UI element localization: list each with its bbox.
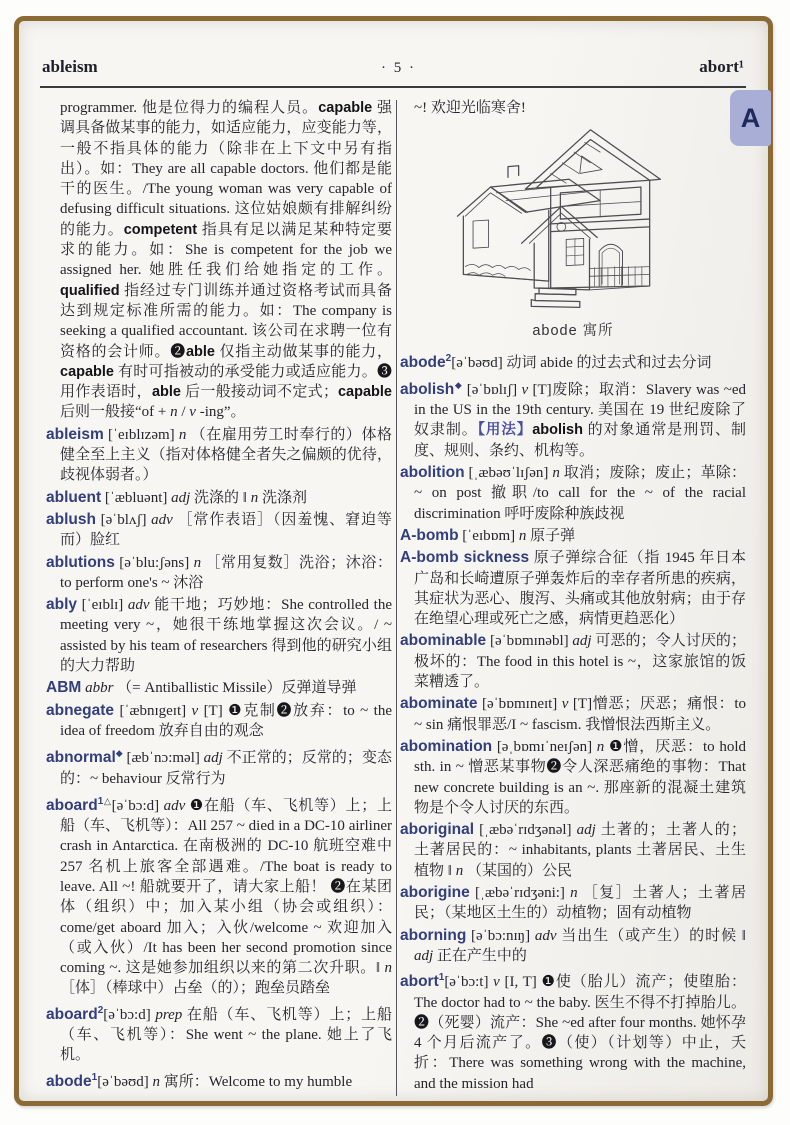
entry-text-num: ❶ xyxy=(541,974,556,991)
entry-abolish xyxy=(400,375,746,461)
entry-text-pos: n xyxy=(552,465,560,482)
entry-text-num: ❷ xyxy=(330,878,346,895)
entry-abomination xyxy=(400,737,746,818)
entry-text-num: ❷ xyxy=(276,702,294,719)
entry-text-txt: （死婴）流产：She ~ed after four months. 她怀孕 4 个月后流产了。 xyxy=(414,1014,746,1052)
entry-text-ph: [əˈbɒlɪʃ] xyxy=(462,381,522,398)
entry-text-txt: 强调具备做某事的能力，如适应能力，应变能力等，一般不指具体的能力（除非在上下文中另有指出）。如：They are all capable doctors. 他们都是能干的医生。/The young woman was very capable of defusing difficult situations. 这位姑娘颇有排解纠纷的能力。 xyxy=(60,100,392,238)
entry-text-txt: [T] xyxy=(198,702,229,719)
entry-text-txt: 在船（车、飞机等）上；上船（车、飞机等）：All 257 ~ died in a DC-10 airliner crash in Antarctica. 在南极洲的 DC-10 航班空难中 257 名机上旅客全部遇难。/The boat is ready to leave. All ~! 船就要开了，请大家上船！ xyxy=(60,797,392,895)
entry-text-txt: 后则一般接“of + xyxy=(60,404,171,421)
entry-text-ph: [ˌæbəˈrɪdʒənəl] xyxy=(474,822,577,839)
headword: ablush xyxy=(46,510,96,528)
entry-text-txt: 放弃：to ~ the idea of freedom 放弃自由的观念 xyxy=(60,702,392,739)
entry-aboriginal xyxy=(400,820,746,881)
running-head xyxy=(42,57,744,77)
entry-abnormal xyxy=(46,743,392,789)
entry-abominate xyxy=(400,694,746,735)
entry-text-dia: ◆ xyxy=(454,379,463,390)
entry-text-txt: 能干地；巧妙地：She controlled the meeting very ~，她很干练地掌握这次会议。/ ~ assisted by his team of researchers 得到他的研究小组的大力帮助 xyxy=(60,597,392,675)
entry-text-txt: [T]废除；取消：Slavery was ~ed in the US in the 19th century. 美国在 19 世纪废除了奴隶制。 xyxy=(414,381,746,439)
entry-text-ph: [əˈbɔ:d] xyxy=(103,1006,156,1023)
headword: ABM xyxy=(46,679,82,697)
entry-text-txt: 原子弹综合征（指 1945 年日本广岛和长崎遭原子弹轰炸后的幸存者所患的疾病，其症状为恶心、腹泻、头痛或其他放射病；由于存在绝望心理或死亡之感，病情更趋恶化） xyxy=(414,550,746,628)
entry-text-pos: n xyxy=(170,404,178,421)
text-columns xyxy=(46,98,746,1096)
entry-text-txt: 洗涤剂 xyxy=(258,489,308,506)
headword: abluent xyxy=(46,488,102,506)
entry-text-txt: （某国的）公民 xyxy=(463,862,572,879)
headword: abomination xyxy=(400,737,493,755)
entry-text-txt: 洗涤的 ‖ xyxy=(190,489,251,506)
entry-text-ph: [əˈbəʊd] xyxy=(97,1073,153,1090)
entry-abluent xyxy=(46,488,392,508)
headword: ably xyxy=(46,596,78,614)
entry-text-sup: 1 xyxy=(438,972,445,984)
entry-text-ph: [əˈbəʊd] xyxy=(451,354,507,371)
headword: ableism xyxy=(46,425,104,443)
headword: A-bomb sickness xyxy=(400,549,530,567)
entry-text-pos: v xyxy=(521,381,529,398)
entry-text-pos: adj xyxy=(171,489,191,506)
entry-aboard2 xyxy=(46,1001,392,1066)
headword: ablutions xyxy=(46,553,115,571)
entry-text-ph: [ˈæbluənt] xyxy=(101,489,172,506)
entry-text-txt: 可恶的；令人讨厌的；极坏的：The food in this hotel is ~，这家旅馆的饭菜糟透了。 xyxy=(414,633,746,691)
entry-text-pos: v xyxy=(189,404,196,421)
entry-text-txt: ［常作表语］（因羞愧、窘迫等而）脸红 xyxy=(60,511,392,549)
entry-text-txt: ~! 欢迎光临寒舍! xyxy=(414,100,526,116)
entry-abolition xyxy=(400,463,746,524)
entry-text-txt: 使（胎儿）流产；使堕胎：The doctor had to ~ the baby. 医生不得不打掉胎儿。 xyxy=(414,974,746,1011)
entry-text-sup: 1 xyxy=(91,1071,98,1083)
entry-abominable xyxy=(400,631,746,692)
entry-text-txt: programmer. 他是位得力的编程人员。 xyxy=(60,100,319,116)
entry-text-ph: [əˈbɔ:nɪŋ] xyxy=(466,927,535,944)
entry-text-txt: -ing”。 xyxy=(195,404,246,421)
page-number: · 5 · xyxy=(380,60,416,76)
entry-text-txt: 原子弹 xyxy=(526,527,576,544)
entry-a-bomb xyxy=(400,526,746,546)
entry-text-ph: [əˈbɒmɪnəbl] xyxy=(486,633,573,650)
entry-text-num: ❸ xyxy=(541,1035,558,1052)
entry-text-txt: 用作表语时， xyxy=(60,384,152,401)
entry-text-tri: △ xyxy=(103,795,112,806)
entry-text-pos: adj xyxy=(203,750,223,767)
headword: aborigine xyxy=(400,884,470,902)
entry-text-pos: adv xyxy=(163,797,186,814)
entry-aborigine xyxy=(400,883,746,924)
entry-text-pos: abbr xyxy=(85,680,114,697)
entry-text-pos: n xyxy=(596,738,605,755)
headword: abode xyxy=(46,1072,92,1090)
entry-text-txt: 克制 xyxy=(243,702,277,719)
entry-aboard1 xyxy=(46,791,392,999)
left-column-entries xyxy=(46,98,392,1092)
entry-text-txt: 指具有足以满足某种特定要求的能力。如：She is competent for the job we assigned her. 她胜任我们给她指定的工作。 xyxy=(60,221,392,279)
entry-text-ph: [əˈblʌʃ] xyxy=(95,511,152,528)
entry-text-num: ❷ xyxy=(170,343,186,360)
entry-text-pos: v xyxy=(493,974,500,991)
entry-text-txt: ［常用复数］洗浴；沐浴：to perform one's ~ 沐浴 xyxy=(60,554,392,591)
entry-abode1 xyxy=(46,1068,392,1092)
entry-abnegate xyxy=(46,701,392,742)
entry-text-b: abolish xyxy=(532,422,583,439)
entry-text-txt: 令人深恶痛绝的事物：That new concrete building is an ~. 那座新的混凝土建筑物是个令人讨厌的东西。 xyxy=(414,759,746,816)
entry-text-pos: n xyxy=(178,426,187,443)
entry-text-ph: [ˈæbnɪgeɪt] xyxy=(114,702,192,719)
entry-text-txt: 憎，厌恶：to hold sth. in ~ 憎恶某事物 xyxy=(414,738,747,776)
entry-text-txt: 寓所：Welcome to my humble xyxy=(160,1073,353,1090)
entry-text-pos: n xyxy=(250,489,259,506)
entry-text-b: capable xyxy=(318,100,373,116)
entry-text-pos: adj xyxy=(572,633,592,650)
entry-text-num: ❶ xyxy=(608,738,624,755)
entry-ablutions xyxy=(46,553,392,594)
entry-text-pos: n xyxy=(570,885,578,902)
headword: abolish xyxy=(400,380,455,398)
entry-text-ph: [ˌæbəʊˈlɪʃən] xyxy=(464,465,553,482)
entry-text-dia: ◆ xyxy=(115,748,123,759)
entry-text-b: qualified xyxy=(60,282,120,299)
entry-text-txt: [I, T] xyxy=(499,974,542,991)
entry-text-txt: 在某团体（组织）中；加入某小组（协会或组织）：come/get aboard 加入；入伙/welcome ~ 欢迎加入（或入伙）/It has been her second promotion since coming ~. 这是她参加组织以来的第二次升职。‖ xyxy=(60,878,392,977)
entry-text-txt: 土著的；土著人的；土著居民的：~ inhabitants, plants 土著居民、土生植物 ‖ xyxy=(414,822,746,879)
headword: abnormal xyxy=(46,749,116,767)
entry-text-txt: ［复］土著人；土著居民；（某地区土生的）动植物；固有动植物 xyxy=(414,885,746,922)
entry-ableism xyxy=(46,425,392,486)
entry-text-txt: 动词 abide 的过去式和过去分词 xyxy=(506,354,712,371)
house-illustration xyxy=(442,123,704,319)
entry-text-txt: 当出生（或产生）的时候 ‖ xyxy=(556,927,746,944)
entry-ablush xyxy=(46,510,392,551)
entry-text-pos: adj xyxy=(576,822,596,839)
right-column-entries xyxy=(400,349,746,1094)
right-column-top-entries xyxy=(400,98,746,118)
entry-a-bomb-sickness xyxy=(400,548,746,629)
entry-text-b: capable xyxy=(60,363,114,380)
entry-text-b: able xyxy=(151,384,181,401)
entry-text-txt: （= Antiballistic Missile）反弹道导弹 xyxy=(113,680,357,697)
entry-text-pos: n xyxy=(152,1073,161,1090)
headword: aboard xyxy=(46,1005,98,1023)
entry-text-pos: adv xyxy=(534,927,557,944)
entry-text-ph: [ˌæbəˈrɪdʒəni:] xyxy=(469,885,571,902)
tab-letter: A xyxy=(740,102,761,133)
figure-caption: abode 寓所 xyxy=(532,323,614,340)
entry-text-ph: [əˈbɔ:d] xyxy=(111,797,164,814)
entry-text-num: ❸ xyxy=(376,363,392,380)
left-column xyxy=(46,98,392,1096)
right-column xyxy=(400,98,746,1096)
column-divider xyxy=(396,100,397,1096)
entry-text-b: capable xyxy=(337,384,392,401)
header-rule xyxy=(40,86,746,88)
entry-text-txt: / xyxy=(177,404,190,421)
entry-text-pos: n xyxy=(384,960,392,977)
headword: abominate xyxy=(400,695,478,713)
entry-text-num: ❶ xyxy=(189,797,204,814)
entry-text-txt: ［体］（棒球中）占垒（的）；跑垒员踏垒 xyxy=(60,980,331,997)
entry-abort1 xyxy=(400,968,746,1094)
headword: abnegate xyxy=(46,701,115,719)
entry-text-num: ❶ xyxy=(228,702,244,719)
entry-text-ph: [əˈblu:ʃəns] xyxy=(114,554,194,571)
entry-text-b: competent xyxy=(123,221,198,238)
entry-text-ph: [əˌbɒmɪˈneɪʃən] xyxy=(492,738,597,755)
headword: aborning xyxy=(400,926,467,944)
headword: abort xyxy=(400,973,439,991)
headword: aboriginal xyxy=(400,821,475,839)
entry-text-ph: [əˈbɔ:t] xyxy=(444,974,494,991)
entry-text-usage: 【用法】 xyxy=(477,422,533,439)
guide-word-left: ableism xyxy=(42,57,98,76)
entry-text-pos: v xyxy=(561,696,569,713)
entry-text-txt: 指经过专门训练并通过资格考试而具备达到规定标准所需的能力。如：The company is seeking a qualified accountant. 该公司在求聘一位有资格的会计师。 xyxy=(60,282,392,360)
entry-text-b: able xyxy=(185,343,215,360)
guide-word-right: abort¹ xyxy=(699,57,744,76)
headword: aboard xyxy=(46,796,98,814)
entry-abode1-continuation xyxy=(400,98,746,118)
entry-text-num: ❷ xyxy=(414,1014,430,1031)
headword: abominable xyxy=(400,632,487,650)
entry-text-sup: 2 xyxy=(97,1004,104,1016)
entry-text-pos: v xyxy=(191,702,199,719)
entry-text-txt: 的对象通常是刑罚、制度、规则、条约、机构等。 xyxy=(414,422,746,459)
entry-text-txt: 有时可指被动的承受能力或适应能力。 xyxy=(114,363,377,380)
abode-figure xyxy=(400,123,746,341)
entry-text-txt: 后一般接动词不定式； xyxy=(180,384,338,401)
entry-text-ph: [ˈeɪbɒm] xyxy=(458,527,519,544)
entry-text-txt: 不正常的；反常的；变态的：~ behaviour 反常行为 xyxy=(60,750,392,787)
entry-aborning xyxy=(400,926,746,967)
entry-text-ph: [ˈeɪblɪzəm] xyxy=(103,426,179,443)
entry-text-pos: adj xyxy=(414,947,434,964)
entry-text-num: ❷ xyxy=(546,759,563,776)
headword: A-bomb xyxy=(400,526,459,544)
headword: abode xyxy=(400,353,446,371)
entry-text-pos: adv xyxy=(151,511,173,528)
entry-text-txt: 正在产生中的 xyxy=(433,947,527,964)
entry-text-sup: 2 xyxy=(445,352,452,364)
entry-text-txt: （在雇用劳工时奉行的）体格健全至上主义（指对体格健全者失之偏颇的优待，歧视体弱者。） xyxy=(60,426,392,484)
entry-text-pos: adv xyxy=(127,597,150,614)
entry-ably xyxy=(46,595,392,676)
entry-text-pos: prep xyxy=(155,1006,183,1023)
entry-able-usage-continuation xyxy=(46,98,392,423)
headword: abolition xyxy=(400,464,465,482)
entry-text-pos: n xyxy=(455,862,464,879)
entry-text-txt: [T]憎恶；厌恶；痛恨：to ~ sin 痛恨罪恶/I ~ fascism. 我憎恨法西斯主义。 xyxy=(414,696,746,733)
entry-text-ph: [ˈeɪblɪ] xyxy=(77,597,128,614)
entry-text-txt: 在船（车、飞机等）上；上船（车、飞机等）：She went ~ the plane. 她上了飞机。 xyxy=(60,1006,392,1064)
entry-text-sup: 1 xyxy=(97,795,104,807)
entry-text-pos: n xyxy=(193,554,202,571)
entry-text-ph: [æbˈnɔ:məl] xyxy=(122,750,204,767)
entry-text-pos: n xyxy=(518,527,527,544)
entry-text-txt: 仅指主动做某事的能力， xyxy=(215,343,392,360)
entry-text-txt: 取消；废除；废止；革除：~ on post 撤职/to call for the ~ of the racial discrimination 呼吁废除种族歧视 xyxy=(414,465,746,522)
entry-abode2 xyxy=(400,349,746,373)
entry-text-ph: [əˈbɒmɪneɪt] xyxy=(477,696,562,713)
entry-abm xyxy=(46,678,392,698)
entry-text-txt: （使）（计划等）中止，夭折：There was something wrong with the machine, and the mission had xyxy=(414,1035,746,1092)
